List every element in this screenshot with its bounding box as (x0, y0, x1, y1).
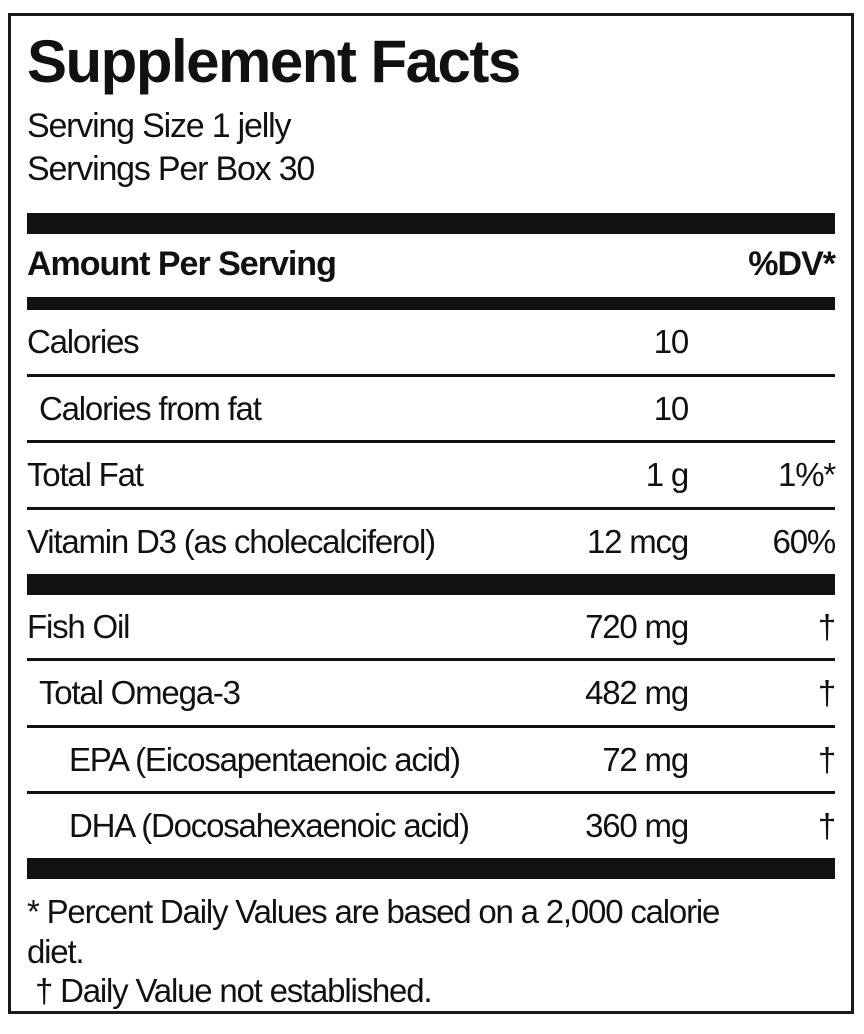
nutrient-dv: † (817, 674, 835, 712)
servings-per-box-line: Servings Per Box 30 (27, 149, 315, 188)
supplement-facts-label (8, 13, 854, 1014)
nutrient-name: Fish Oil (27, 607, 130, 645)
percent-dv-header: %DV* (748, 245, 835, 283)
nutrient-dv: † (817, 607, 835, 645)
footnote-daily-values: * Percent Daily Values are based on a 2,000 calorie diet. (27, 893, 720, 970)
separator-bar-thick-bottom (27, 858, 835, 879)
footnotes (27, 892, 835, 1011)
nutrient-name: Calories from fat (39, 389, 261, 427)
amount-per-serving-header: Amount Per Serving (27, 245, 336, 283)
nutrient-row-dha (27, 791, 835, 858)
nutrient-row-calories-from-fat (27, 374, 835, 441)
nutrient-name: Calories (27, 323, 139, 360)
column-header-row (27, 234, 835, 297)
nutrient-name: EPA (Eicosapentaenoic acid) (69, 740, 460, 778)
nutrient-amount: 482 mg (585, 674, 688, 712)
nutrient-row-total-omega-3 (27, 658, 835, 725)
nutrient-amount: 720 mg (585, 607, 688, 645)
nutrient-row-vitamin-d3 (27, 507, 835, 574)
nutrient-row-fish-oil (27, 595, 835, 659)
nutrient-rows-group-2 (27, 595, 835, 859)
nutrient-dv: 1%* (778, 456, 835, 494)
nutrient-amount: 1 g (645, 456, 688, 494)
nutrient-amount: 12 mcg (586, 522, 688, 560)
serving-info (27, 105, 835, 190)
nutrient-row-epa (27, 725, 835, 792)
nutrient-name: Vitamin D3 (as cholecalciferol) (27, 522, 435, 560)
nutrient-name: Total Omega-3 (39, 674, 240, 712)
separator-bar-thick-middle (27, 574, 835, 595)
nutrient-amount: 360 mg (585, 807, 688, 845)
nutrient-row-total-fat (27, 440, 835, 507)
label-title: Supplement Facts (27, 28, 520, 95)
nutrient-amount: 72 mg (602, 740, 688, 778)
nutrient-name: Total Fat (27, 456, 143, 494)
nutrient-amount: 10 (653, 323, 688, 360)
separator-bar-medium (27, 297, 835, 310)
nutrient-rows-group-1 (27, 310, 835, 574)
nutrient-amount: 10 (653, 389, 688, 427)
nutrient-row-calories (27, 310, 835, 374)
serving-size-line: Serving Size 1 jelly (27, 107, 291, 145)
nutrient-dv: † (817, 740, 835, 778)
nutrient-dv: 60% (772, 522, 835, 560)
nutrient-name: DHA (Docosahexaenoic acid) (69, 807, 469, 845)
footnote-dagger: † Daily Value not established. (35, 972, 432, 1010)
separator-bar-thick-top (27, 213, 835, 234)
nutrient-dv: † (817, 807, 835, 845)
